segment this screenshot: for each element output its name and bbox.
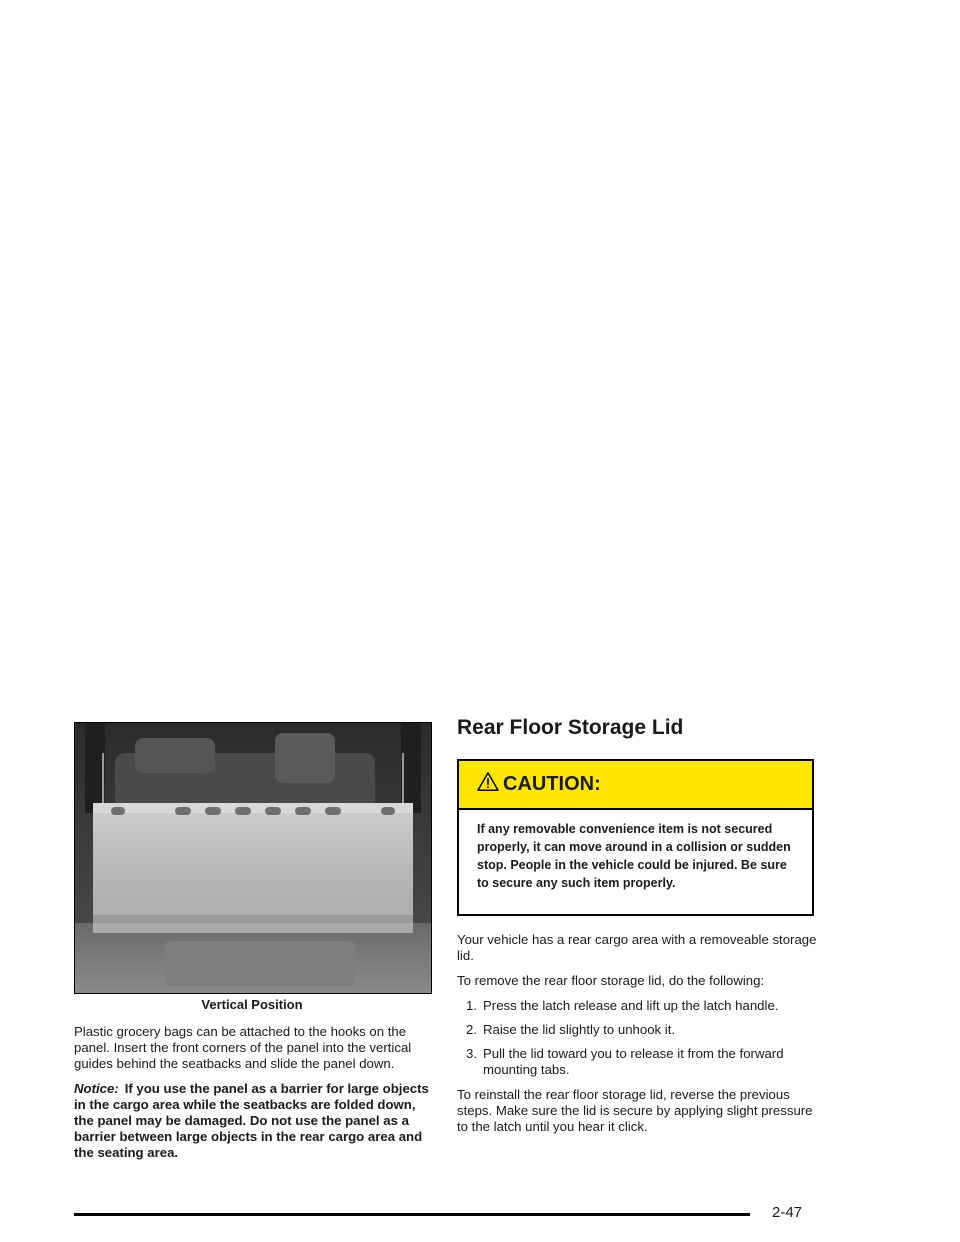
cargo-panel-photo [74,722,432,994]
list-item: 3. Pull the lid toward you to release it from the forward mounting tabs. [466,1046,784,1077]
caution-text: If any removable convenience item is not secured properly, it can move around in a collision or sudden stop. People in the vehicle could be injured. Be sure to secure any such item properly. [477,822,791,890]
cargo-area-paragraph: Your vehicle has a rear cargo area with a removeable storage lid. [457,932,817,963]
footer-rule [74,1213,750,1216]
grocery-bags-paragraph: Plastic grocery bags can be attached to the hooks on the panel. Insert the front corners of the panel into the vertical guides behind the seatbacks and slide the panel down. [74,1024,412,1071]
removal-steps-list [457,998,817,1078]
list-item: 2. Raise the lid slightly to unhook it. [466,1022,676,1037]
caution-title: CAUTION: [503,773,601,795]
list-item: 1. Press the latch release and lift up the latch handle. [466,998,779,1013]
reinstall-paragraph: To reinstall the rear floor storage lid, reverse the previous steps. Make sure the lid is secure by applying slight pressure to the latch until you hear it click. [457,1087,813,1134]
left-column-text [74,1024,434,1170]
notice-label: Notice: [74,1081,119,1096]
photo-caption: Vertical Position [201,997,303,1012]
warning-triangle-icon [477,771,499,793]
remove-lid-intro: To remove the rear floor storage lid, do the following: [457,973,765,988]
page-number: 2-47 [772,1204,803,1221]
caution-header [459,761,812,810]
right-column-text [457,932,817,1144]
notice-text: If you use the panel as a barrier for large objects in the cargo area while the seatbacks are folded down, the panel may be damaged. Do not use the panel as a barrier between large objects in the rear cargo area and the seating area. [74,1081,429,1160]
caution-box [457,759,814,916]
cargo-panel-illustration [75,723,431,993]
notice-paragraph [74,1081,434,1161]
section-heading: Rear Floor Storage Lid [457,716,684,739]
